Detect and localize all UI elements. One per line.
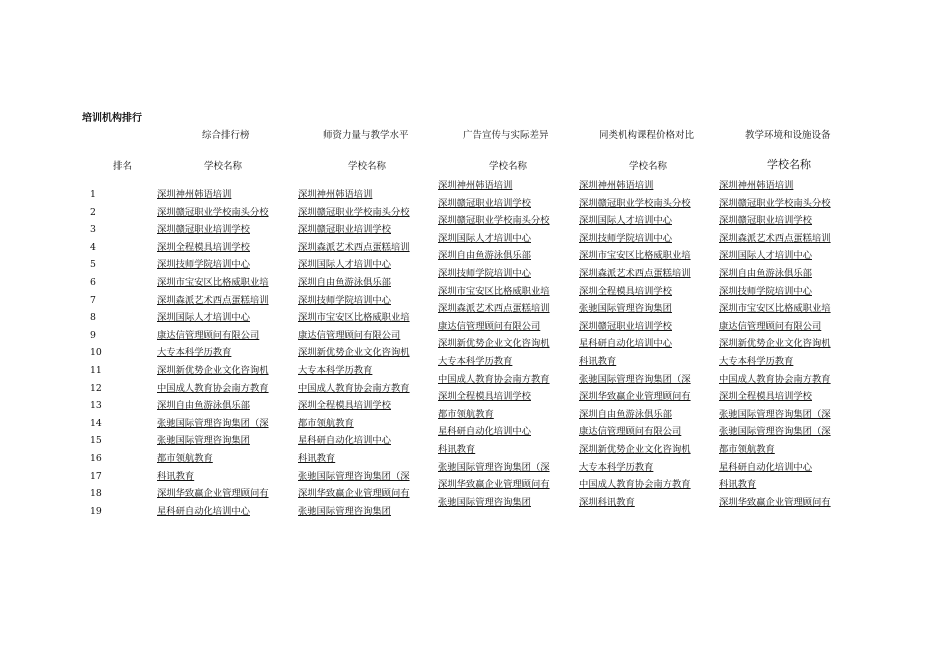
rank-number: 18 xyxy=(90,488,102,500)
school-link[interactable]: 张驰国际管理咨询集团 xyxy=(438,496,531,508)
school-link[interactable]: 深圳赣冠职业学校南头分校 xyxy=(438,215,550,227)
school-link[interactable]: 科讯教育 xyxy=(298,453,336,464)
rank-number: 3 xyxy=(90,224,96,236)
rank-number: 19 xyxy=(90,505,102,517)
school-link[interactable]: 深圳全程模具培训学校 xyxy=(298,400,391,412)
school-link[interactable]: 康达信管理顾问有限公司 xyxy=(438,320,541,332)
school-link[interactable]: 深圳华致赢企业管理顾问有 xyxy=(157,488,269,500)
school-link[interactable]: 深圳新优势企业文化咨询机 xyxy=(438,338,550,350)
page-title: 培训机构排行 xyxy=(82,113,142,124)
school-link[interactable]: 深圳技师学院培训中心 xyxy=(298,294,391,306)
rank-number: 8 xyxy=(90,312,96,324)
school-link[interactable]: 张驰国际管理咨询集团（深 xyxy=(298,470,410,482)
school-link[interactable]: 都市领航教育 xyxy=(719,444,775,455)
rank-number: 12 xyxy=(90,382,102,394)
school-link[interactable]: 深圳神州韩语培训 xyxy=(719,180,794,191)
category-overall: 综合排行榜 xyxy=(202,130,250,141)
school-link[interactable]: 深圳华致赢企业管理顾问有 xyxy=(719,496,831,508)
school-link[interactable]: 康达信管理顾问有限公司 xyxy=(579,426,682,438)
school-link[interactable]: 康达信管理顾问有限公司 xyxy=(719,320,822,332)
school-link[interactable]: 深圳自由鱼游泳俱乐部 xyxy=(719,268,812,279)
school-link[interactable]: 深圳森派艺术西点蛋糕培训 xyxy=(438,303,550,315)
school-link[interactable]: 深圳科讯教育 xyxy=(579,496,635,508)
school-link[interactable]: 大专本科学历教育 xyxy=(719,356,794,367)
school-link[interactable]: 深圳赣冠职业培训学校 xyxy=(719,215,812,227)
rank-number: 16 xyxy=(90,453,102,464)
school-link[interactable]: 张驰国际管理咨询集团（深 xyxy=(719,426,831,438)
school-link[interactable]: 科讯教育 xyxy=(719,479,757,491)
school-link[interactable]: 深圳全程模具培训学校 xyxy=(719,391,812,403)
school-link[interactable]: 深圳神州韩语培训 xyxy=(157,189,232,200)
school-link[interactable]: 深圳赣冠职业培训学校 xyxy=(579,320,672,332)
school-link[interactable]: 深圳新优势企业文化咨询机 xyxy=(157,365,269,376)
school-link[interactable]: 都市领航教育 xyxy=(157,453,213,464)
school-link[interactable]: 中国成人教育协会南方教育 xyxy=(438,373,550,385)
school-link[interactable]: 张驰国际管理咨询集团（深 xyxy=(719,408,831,420)
school-link[interactable]: 深圳国际人才培训中心 xyxy=(438,232,531,244)
school-link[interactable]: 深圳神州韩语培训 xyxy=(438,180,513,191)
rank-number: 15 xyxy=(90,435,102,447)
rank-number: 7 xyxy=(90,294,96,306)
rank-number: 11 xyxy=(90,365,102,376)
school-link[interactable]: 深圳赣冠职业培训学校 xyxy=(438,197,531,209)
school-link[interactable]: 张驰国际管理咨询集团 xyxy=(579,303,672,315)
category-advertising: 广告宣传与实际差异 xyxy=(463,130,549,141)
school-link[interactable]: 中国成人教育协会南方教育 xyxy=(157,382,269,394)
school-link[interactable]: 大专本科学历教育 xyxy=(157,347,232,359)
category-teaching: 师资力量与教学水平 xyxy=(323,130,409,141)
school-link[interactable]: 都市领航教育 xyxy=(438,408,494,420)
school-link[interactable]: 深圳神州韩语培训 xyxy=(298,189,373,200)
school-link[interactable]: 深圳国际人才培训中心 xyxy=(298,259,391,271)
school-link[interactable]: 深圳技师学院培训中心 xyxy=(438,268,531,279)
school-link[interactable]: 深圳自由鱼游泳俱乐部 xyxy=(157,400,250,412)
school-link[interactable]: 深圳自由鱼游泳俱乐部 xyxy=(298,277,391,288)
school-link[interactable]: 康达信管理顾问有限公司 xyxy=(157,329,260,341)
school-link[interactable]: 星科研自动化培训中心 xyxy=(157,505,250,517)
school-link[interactable]: 深圳国际人才培训中心 xyxy=(579,215,672,227)
column-header: 学校名称 xyxy=(204,161,243,172)
school-link[interactable]: 科讯教育 xyxy=(438,444,476,455)
school-link[interactable]: 星科研自动化培训中心 xyxy=(298,435,391,447)
school-link[interactable]: 深圳市宝安区比格威职业培 xyxy=(298,312,410,324)
school-link[interactable]: 深圳赣冠职业培训学校 xyxy=(157,224,250,236)
school-link[interactable]: 星科研自动化培训中心 xyxy=(579,338,672,350)
category-environment: 教学环境和设施设备 xyxy=(745,130,831,141)
school-link[interactable]: 深圳赣冠职业学校南头分校 xyxy=(579,197,691,209)
school-link[interactable]: 深圳新优势企业文化咨询机 xyxy=(298,347,410,359)
column-header: 学校名称 xyxy=(629,161,668,172)
column-header: 学校名称 xyxy=(767,158,811,171)
school-link[interactable]: 深圳自由鱼游泳俱乐部 xyxy=(579,408,672,420)
school-link[interactable]: 深圳森派艺术西点蛋糕培训 xyxy=(579,268,691,279)
school-link[interactable]: 深圳华致赢企业管理顾问有 xyxy=(579,391,691,403)
school-link[interactable]: 科讯教育 xyxy=(157,470,195,482)
school-link[interactable]: 中国成人教育协会南方教育 xyxy=(298,382,410,394)
school-link[interactable]: 深圳国际人才培训中心 xyxy=(157,312,250,324)
school-link[interactable]: 星科研自动化培训中心 xyxy=(719,461,812,473)
column-header: 学校名称 xyxy=(489,161,528,172)
school-link[interactable]: 深圳神州韩语培训 xyxy=(579,180,654,191)
rank-number: 6 xyxy=(90,277,96,288)
school-link[interactable]: 深圳森派艺术西点蛋糕培训 xyxy=(157,294,269,306)
school-link[interactable]: 张驰国际管理咨询集团 xyxy=(298,505,391,517)
school-link[interactable]: 深圳华致赢企业管理顾问有 xyxy=(438,479,550,491)
rank-number: 1 xyxy=(90,189,96,200)
school-link[interactable]: 大专本科学历教育 xyxy=(298,365,373,376)
rank-number: 10 xyxy=(90,347,102,359)
school-link[interactable]: 星科研自动化培训中心 xyxy=(438,426,531,438)
school-link[interactable]: 深圳新优势企业文化咨询机 xyxy=(719,338,831,350)
school-link[interactable]: 深圳赣冠职业培训学校 xyxy=(298,224,391,236)
school-link[interactable]: 深圳技师学院培训中心 xyxy=(579,232,672,244)
rank-header: 排名 xyxy=(113,161,133,172)
rank-number: 17 xyxy=(90,470,102,482)
school-link[interactable]: 深圳市宝安区比格威职业培 xyxy=(157,277,269,288)
rank-number: 9 xyxy=(90,329,96,341)
school-link[interactable]: 深圳技师学院培训中心 xyxy=(719,285,812,297)
rank-number: 4 xyxy=(90,241,96,253)
school-link[interactable]: 张驰国际管理咨询集团 xyxy=(157,435,250,447)
school-link[interactable]: 深圳国际人才培训中心 xyxy=(719,250,812,262)
school-link[interactable]: 深圳全程模具培训学校 xyxy=(157,241,250,253)
school-link[interactable]: 深圳赣冠职业学校南头分校 xyxy=(157,206,269,218)
school-link[interactable]: 深圳全程模具培训学校 xyxy=(438,391,531,403)
school-link[interactable]: 大专本科学历教育 xyxy=(579,461,654,473)
school-link[interactable]: 大专本科学历教育 xyxy=(438,356,513,367)
school-link[interactable]: 深圳森派艺术西点蛋糕培训 xyxy=(719,232,831,244)
column-header: 学校名称 xyxy=(348,161,387,172)
school-link[interactable]: 深圳全程模具培训学校 xyxy=(579,285,672,297)
school-link[interactable]: 深圳市宝安区比格威职业培 xyxy=(438,285,550,297)
school-link[interactable]: 深圳新优势企业文化咨询机 xyxy=(579,444,691,455)
school-link[interactable]: 深圳华致赢企业管理顾问有 xyxy=(298,488,410,500)
school-link[interactable]: 张驰国际管理咨询集团（深 xyxy=(438,461,550,473)
school-link[interactable]: 深圳自由鱼游泳俱乐部 xyxy=(438,250,531,262)
school-link[interactable]: 张驰国际管理咨询集团（深 xyxy=(579,373,691,385)
rank-number: 5 xyxy=(90,259,96,271)
school-link[interactable]: 深圳森派艺术西点蛋糕培训 xyxy=(298,241,410,253)
school-link[interactable]: 科讯教育 xyxy=(579,356,617,367)
school-link[interactable]: 深圳市宝安区比格威职业培 xyxy=(719,303,831,315)
school-link[interactable]: 深圳市宝安区比格威职业培 xyxy=(579,250,691,262)
school-link[interactable]: 张驰国际管理咨询集团（深 xyxy=(157,417,269,429)
school-link[interactable]: 中国成人教育协会南方教育 xyxy=(579,479,691,491)
school-link[interactable]: 中国成人教育协会南方教育 xyxy=(719,373,831,385)
school-link[interactable]: 深圳赣冠职业学校南头分校 xyxy=(298,206,410,218)
school-link[interactable]: 都市领航教育 xyxy=(298,417,354,429)
school-link[interactable]: 深圳技师学院培训中心 xyxy=(157,259,250,271)
rank-number: 2 xyxy=(90,206,96,218)
school-link[interactable]: 康达信管理顾问有限公司 xyxy=(298,329,401,341)
rank-number: 14 xyxy=(90,417,102,429)
school-link[interactable]: 深圳赣冠职业学校南头分校 xyxy=(719,197,831,209)
category-price: 同类机构课程价格对比 xyxy=(599,130,695,141)
rank-number: 13 xyxy=(90,400,102,412)
